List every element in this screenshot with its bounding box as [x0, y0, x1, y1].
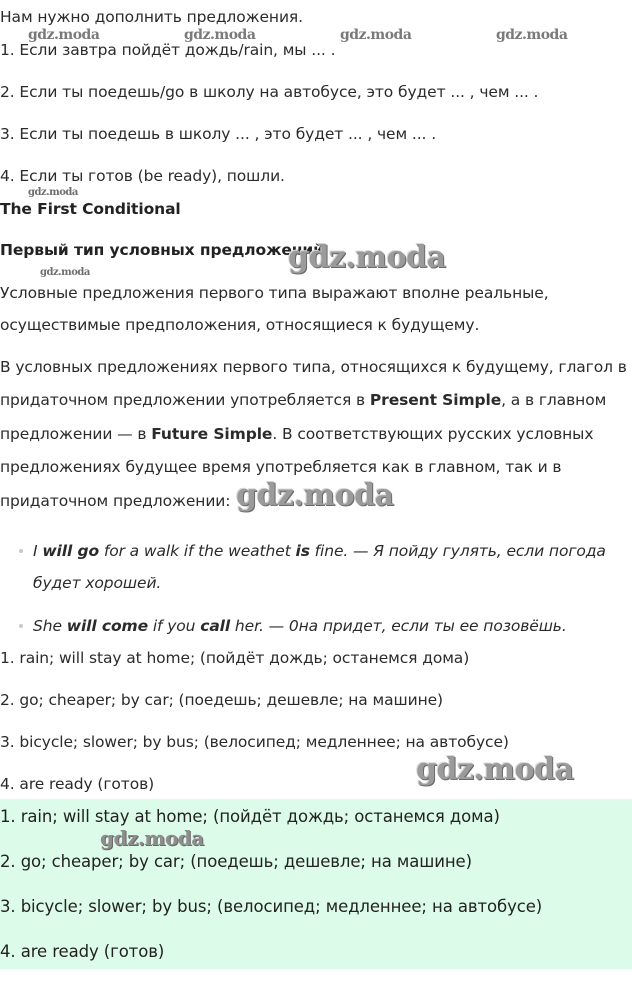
watermark-logo: gdz.moda — [184, 27, 256, 43]
bullet-dot — [19, 624, 23, 628]
hint-item-2: 2. go; cheaper; by car; (поедешь; дешевле; на машине) — [0, 691, 443, 709]
theory-paragraph-1-line-1: Условные предложения первого типа выражают вполне реальные, — [0, 284, 549, 302]
watermark-logo: gdz.moda — [288, 240, 446, 275]
answer-item-3: 3. bicycle; slower; by bus; (велосипед; медленнее; на автобусе) — [0, 897, 543, 916]
theory-title: The First Conditional — [0, 200, 181, 218]
answer-item-4: 4. are ready (готов) — [0, 942, 165, 961]
text-segment: if you — [148, 617, 201, 635]
hint-item-4: 4. are ready (готов) — [0, 775, 155, 793]
example-1-line-2: будет хорошей. — [33, 574, 162, 592]
theory-paragraph-2-line-3 — [0, 424, 593, 444]
theory-paragraph-2-line-1: В условных предложениях первого типа, относящихся к будущему, глагол в — [0, 358, 627, 376]
text-segment: . В соответствующих русских условных — [272, 425, 594, 443]
hint-item-3: 3. bicycle; slower; by bus; (велосипед; медленнее; на автобусе) — [0, 733, 509, 751]
verb-emphasis: will come — [66, 617, 148, 635]
watermark-logo: gdz.moda — [100, 826, 204, 850]
task-item-2: 2. Если ты поедешь/go в школу на автобусе, это будет ... , чем ... . — [0, 83, 539, 101]
text-segment: fine. — Я пойду гулять, если погода — [309, 542, 606, 560]
text-segment: She — [33, 617, 67, 635]
watermark-logo: gdz.moda — [28, 187, 78, 198]
text-segment: придаточном предложении употребляется в — [0, 391, 370, 409]
text-segment: предложении — в — [0, 425, 152, 443]
verb-emphasis: is — [295, 542, 310, 560]
bullet-dot — [19, 549, 23, 553]
watermark-logo: gdz.moda — [28, 27, 100, 43]
answer-item-2: 2. go; cheaper; by car; (поедешь; дешевле; на машине) — [0, 852, 472, 871]
task-item-4: 4. Если ты готов (be ready), пошли. — [0, 167, 285, 185]
text-segment: her. — 0на придет, если ты ее позовёшь. — [230, 617, 567, 635]
hint-item-1: 1. rain; will stay at home; (пойдёт дождь; останемся дома) — [0, 649, 470, 667]
theory-paragraph-2-line-2 — [0, 390, 606, 410]
text-segment: for a walk if the weathet — [99, 542, 296, 560]
task-intro: Нам нужно дополнить предложения. — [0, 8, 303, 26]
task-item-3: 3. Если ты поедешь в школу ... , это будет ... , чем ... . — [0, 125, 437, 143]
watermark-logo: gdz.moda — [340, 27, 412, 43]
example-2 — [33, 616, 567, 636]
text-segment: , а в главном — [501, 391, 607, 409]
theory-subtitle: Первый тип условных предложений — [0, 241, 324, 259]
verb-emphasis: call — [200, 617, 231, 635]
term-present-simple: Present Simple — [369, 391, 502, 409]
example-1 — [33, 541, 606, 561]
watermark-logo: gdz.moda — [496, 27, 568, 43]
watermark-logo: gdz.moda — [236, 478, 394, 513]
watermark-logo: gdz.moda — [416, 752, 574, 787]
text-segment: I — [33, 542, 43, 560]
task-item-1: 1. Если завтра пойдёт дождь/rain, мы ... . — [0, 41, 336, 59]
verb-emphasis: will go — [42, 542, 100, 560]
theory-paragraph-2-line-4: предложениях будущее время употребляется как в главном, так и в — [0, 458, 562, 476]
theory-paragraph-1-line-2: осуществимые предположения, относящиеся к будущему. — [0, 316, 480, 334]
theory-paragraph-2-line-5: придаточном предложении: — [0, 492, 231, 510]
answer-item-1: 1. rain; will stay at home; (пойдёт дождь; останемся дома) — [0, 807, 500, 826]
term-future-simple: Future Simple — [151, 425, 273, 443]
watermark-logo: gdz.moda — [40, 267, 90, 278]
